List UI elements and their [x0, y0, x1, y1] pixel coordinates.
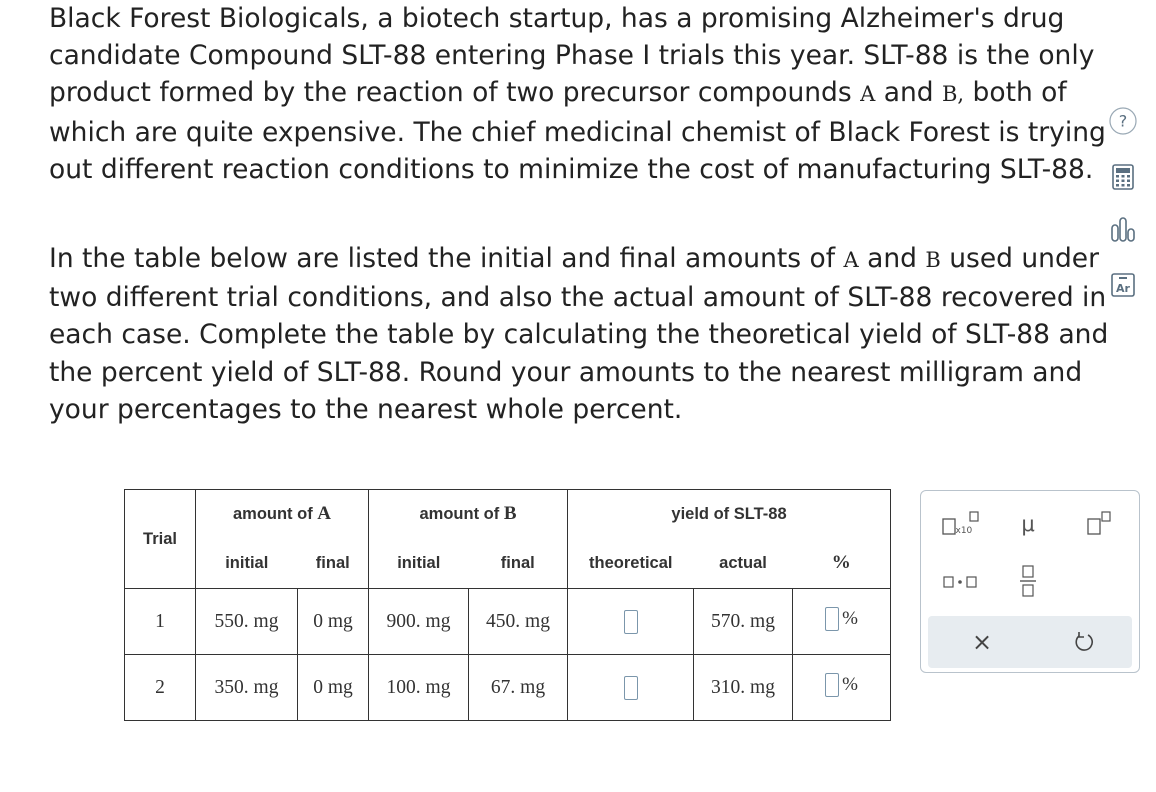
- superscript-button[interactable]: [1073, 507, 1123, 541]
- percent-yield-input[interactable]: [825, 673, 839, 697]
- superscript-icon: [1078, 509, 1118, 539]
- help-button[interactable]: [1108, 106, 1138, 136]
- problem-text: and: [858, 243, 926, 274]
- yield-header: yield of SLT-88: [568, 490, 891, 539]
- amount-a-header: amount of A: [196, 490, 369, 539]
- theoretical-yield-input[interactable]: [624, 610, 638, 634]
- b-final-header: final: [469, 539, 568, 589]
- percent-sign: %: [842, 673, 858, 695]
- compound-a-label: A: [843, 248, 859, 272]
- actual-yield-value: 310. mg: [694, 655, 793, 721]
- a-final-header: final: [298, 539, 369, 589]
- amount-b-header: amount of B: [369, 490, 568, 539]
- a-initial-value: 550. mg: [196, 589, 298, 655]
- theoretical-yield-cell: [568, 589, 694, 655]
- help-icon: [1108, 106, 1138, 136]
- theoretical-header: theoretical: [568, 539, 694, 589]
- clear-button[interactable]: [932, 616, 1032, 668]
- periodic-table-icon: [1110, 272, 1136, 298]
- b-final-value: 450. mg: [469, 589, 568, 655]
- periodic-table-button[interactable]: [1108, 270, 1138, 300]
- problem-text: In the table below are listed the initial and final amounts of: [49, 243, 844, 274]
- b-initial-value: 900. mg: [369, 589, 469, 655]
- a-final-value: 0 mg: [298, 655, 369, 721]
- a-initial-value: 350. mg: [196, 655, 298, 721]
- percent-yield-cell: [793, 589, 891, 655]
- data-button[interactable]: [1108, 214, 1138, 244]
- b-initial-header: initial: [369, 539, 469, 589]
- table-row: [125, 589, 891, 655]
- multiply-dot-button[interactable]: [935, 565, 985, 599]
- problem-text: both of which are quite expensive. The chief medicinal chemist of Black Forest is trying out different reaction conditions to minimize the cost of manufacturing SLT-88.: [49, 77, 1106, 185]
- close-icon: ×: [971, 628, 993, 656]
- problem-text: used under two different trial conditions, and also the actual amount of SLT-88 recovered in each case. Complete the table by calculating the theoretical yield of SLT-88 and the percent yield of SLT-88. Round your amounts to the nearest milligram and your percentages to the nearest whole percent.: [49, 243, 1109, 425]
- trial-number: 2: [125, 655, 196, 721]
- calculator-button[interactable]: [1108, 162, 1138, 192]
- math-palette: [920, 490, 1140, 673]
- actual-yield-value: 570. mg: [694, 589, 793, 655]
- undo-icon: [1073, 631, 1095, 653]
- theoretical-yield-cell: [568, 655, 694, 721]
- compound-a-label: A: [860, 82, 876, 107]
- scientific-notation-button[interactable]: [935, 507, 985, 541]
- micro-symbol: μ: [1021, 512, 1035, 536]
- fraction-icon: [1013, 563, 1043, 599]
- actual-header: actual: [694, 539, 793, 589]
- percent-sign: %: [842, 607, 858, 629]
- calculator-icon: [1110, 163, 1136, 191]
- theoretical-yield-input[interactable]: [624, 676, 638, 700]
- bar-chart-icon: [1108, 214, 1138, 244]
- a-initial-header: initial: [196, 539, 298, 589]
- b-initial-value: 100. mg: [369, 655, 469, 721]
- yield-table: [124, 489, 891, 721]
- fraction-button[interactable]: [1003, 561, 1053, 601]
- compound-b-label: B,: [942, 82, 965, 107]
- problem-text: Black Forest Biologicals, a biotech startup, has a promising Alzheimer's drug candidate Compound SLT-88 entering Phase I trials this year. SLT-88 is the only product formed by the reaction of two precursor compounds: [49, 3, 1095, 109]
- table-row: [125, 655, 891, 721]
- micro-button[interactable]: [1003, 507, 1053, 541]
- multiply-dot-icon: [938, 570, 982, 594]
- b-final-value: 67. mg: [469, 655, 568, 721]
- palette-action-bar: [928, 616, 1132, 668]
- percent-yield-cell: [793, 655, 891, 721]
- svg-text:x10: x10: [955, 526, 973, 536]
- compound-b-label: B: [925, 248, 941, 272]
- svg-text:?: ?: [1118, 111, 1128, 131]
- a-final-value: 0 mg: [298, 589, 369, 655]
- svg-text:Ar: Ar: [1116, 282, 1130, 295]
- scientific-notation-icon: [937, 509, 983, 539]
- percent-header: %: [793, 539, 891, 589]
- problem-text: and: [875, 77, 942, 109]
- trial-number: 1: [125, 589, 196, 655]
- problem-paragraph-1: [49, 0, 1109, 188]
- percent-yield-input[interactable]: [825, 607, 839, 631]
- trial-header: Trial: [125, 490, 196, 589]
- problem-paragraph-2: [49, 240, 1109, 428]
- undo-button[interactable]: [1034, 616, 1134, 668]
